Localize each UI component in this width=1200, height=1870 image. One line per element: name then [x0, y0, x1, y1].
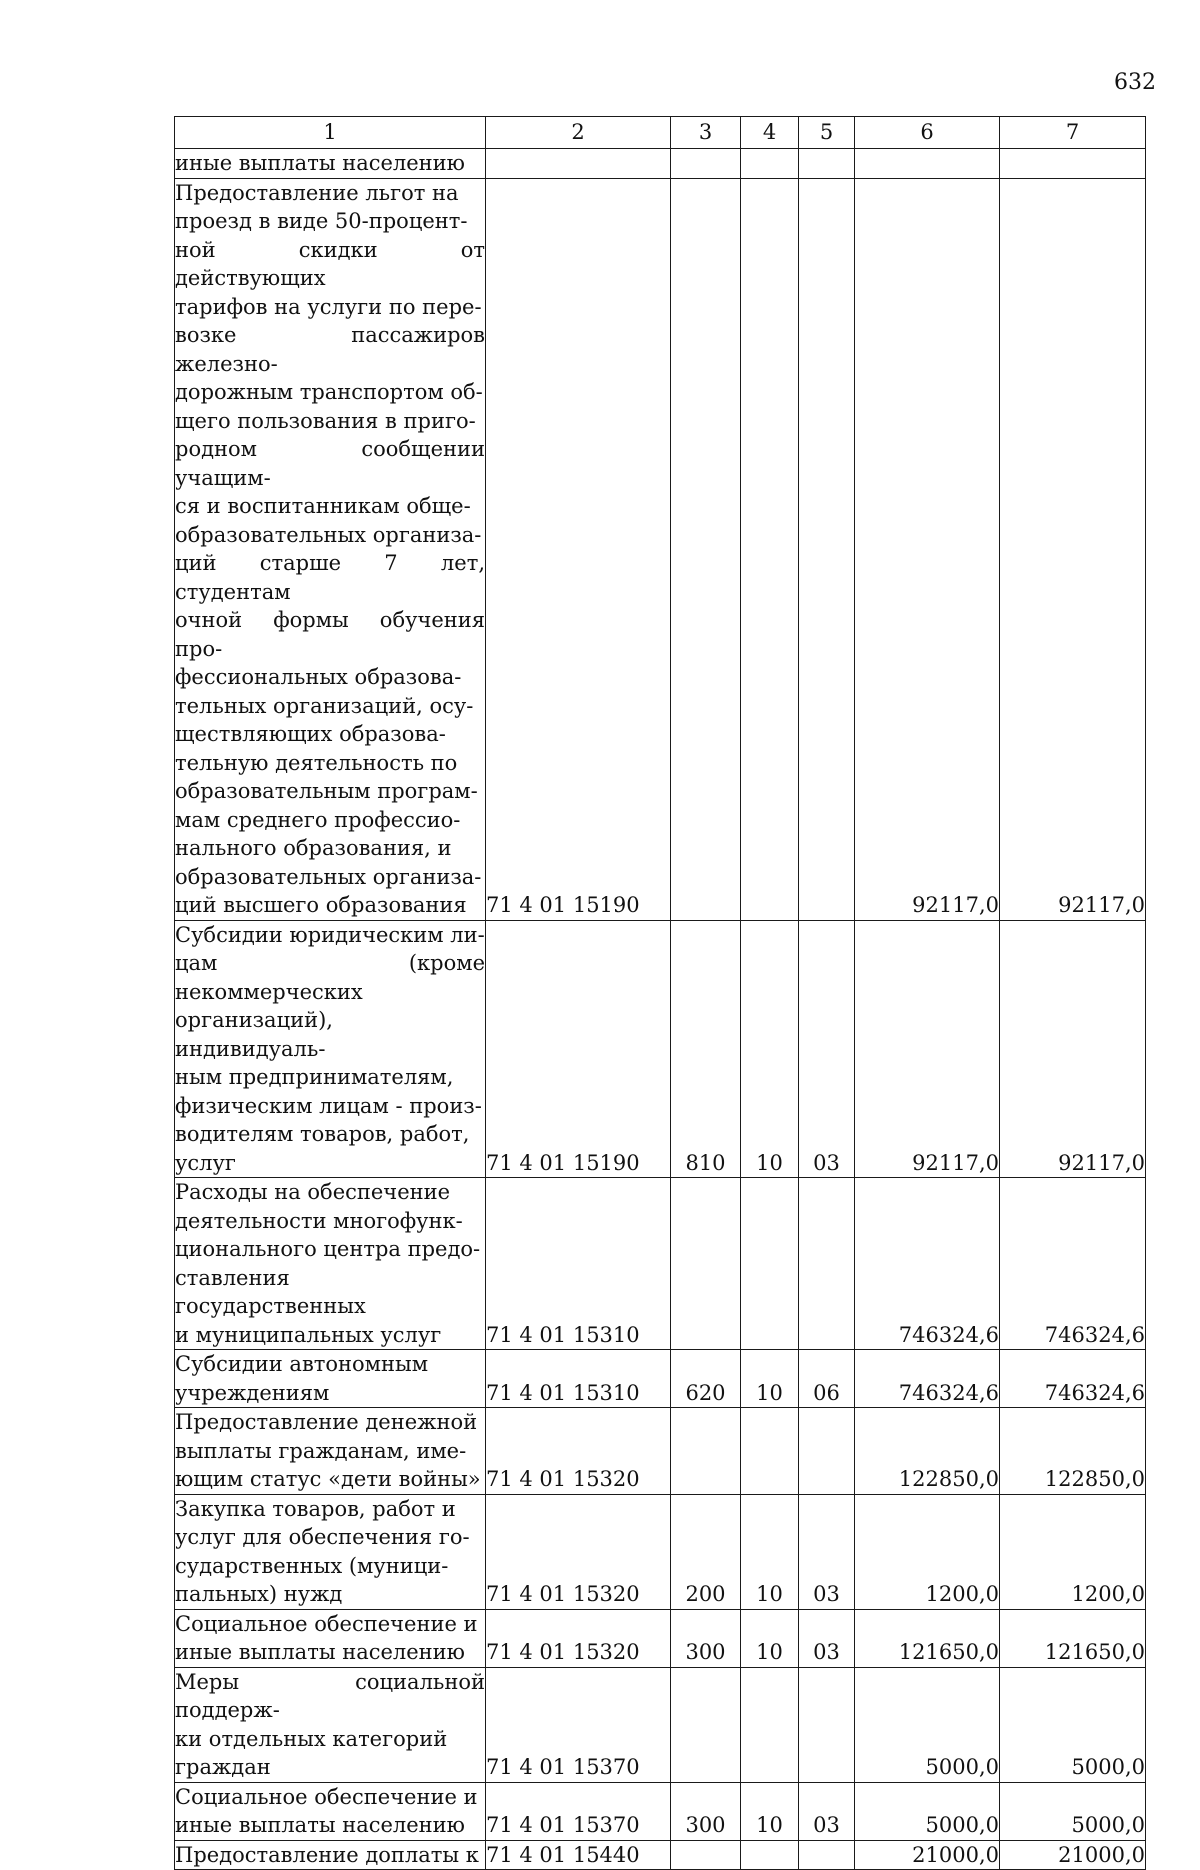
- expense-type-code: [671, 149, 741, 179]
- row-name-line: Социальное обеспечение и: [175, 1611, 478, 1636]
- expense-type-code: [671, 1178, 741, 1350]
- target-code: 71 4 01 15320: [486, 1408, 671, 1495]
- section-code: [741, 178, 799, 920]
- amount-approved: 746324,6: [855, 1178, 1000, 1350]
- row-name-line: деятельности многофунк-: [175, 1208, 463, 1233]
- amount-approved: 746324,6: [855, 1350, 1000, 1408]
- section-code: 10: [741, 1782, 799, 1840]
- amount-approved: 21000,0: [855, 1840, 1000, 1870]
- amount-final: 5000,0: [1000, 1782, 1146, 1840]
- target-code: [486, 149, 671, 179]
- section-code: [741, 1408, 799, 1495]
- table-row: [175, 178, 1146, 920]
- column-header: 2: [486, 117, 671, 149]
- row-name-line: организаций), индивидуаль-: [175, 1008, 333, 1061]
- table-row: [175, 1667, 1146, 1782]
- expense-type-code: 300: [671, 1782, 741, 1840]
- subsection-code: [799, 1408, 855, 1495]
- subsection-code: 03: [799, 1609, 855, 1667]
- section-code: [741, 1178, 799, 1350]
- table-row: [175, 1178, 1146, 1350]
- target-code: 71 4 01 15310: [486, 1350, 671, 1408]
- row-name-line: тельных организаций, осу-: [175, 693, 474, 718]
- row-name-line: услуг для обеспечения го-: [175, 1525, 470, 1549]
- target-code: 71 4 01 15320: [486, 1494, 671, 1609]
- subsection-code: 03: [799, 920, 855, 1178]
- row-name-line: проезд в виде 50-процент-: [175, 209, 468, 233]
- row-name: [175, 1494, 486, 1609]
- subsection-code: [799, 1667, 855, 1782]
- expense-type-code: 200: [671, 1494, 741, 1609]
- row-name-line: ций высшего образования: [175, 893, 467, 917]
- expense-type-code: [671, 1408, 741, 1495]
- row-name-line: иные выплаты населению: [175, 1640, 465, 1664]
- row-name: [175, 149, 486, 179]
- subsection-code: 03: [799, 1782, 855, 1840]
- table-body: [175, 149, 1146, 1870]
- expense-type-code: 810: [671, 920, 741, 1178]
- budget-table: [174, 116, 1146, 1870]
- row-name-line: Социальное обеспечение и: [175, 1784, 478, 1809]
- amount-final: 5000,0: [1000, 1667, 1146, 1782]
- table-row: [175, 1782, 1146, 1840]
- row-name-line: фессиональных образова-: [175, 665, 462, 689]
- amount-approved: 1200,0: [855, 1494, 1000, 1609]
- row-name-line: иные выплаты населению: [175, 151, 465, 175]
- row-name: [175, 1408, 486, 1495]
- amount-approved: 121650,0: [855, 1609, 1000, 1667]
- expense-type-code: [671, 178, 741, 920]
- row-name-line: тельную деятельность по: [175, 750, 458, 775]
- amount-final: 746324,6: [1000, 1178, 1146, 1350]
- row-name-line: иные выплаты населению: [175, 1813, 465, 1837]
- target-code: 71 4 01 15370: [486, 1667, 671, 1782]
- target-code: 71 4 01 15320: [486, 1609, 671, 1667]
- amount-final: 92117,0: [1000, 178, 1146, 920]
- row-name-line: пальных) нужд: [175, 1582, 343, 1606]
- row-name-line: водителям товаров, работ,: [175, 1122, 470, 1146]
- row-name-line: и муниципальных услуг: [175, 1322, 442, 1347]
- expense-type-code: 620: [671, 1350, 741, 1408]
- column-number-row: [175, 117, 1146, 149]
- section-code: 10: [741, 920, 799, 1178]
- amount-approved: 92117,0: [855, 920, 1000, 1178]
- row-name-line: щего пользования в приго-: [175, 408, 476, 433]
- row-name-line: ставления государственных: [175, 1265, 366, 1318]
- target-code: 71 4 01 15440: [486, 1840, 671, 1870]
- subsection-code: [799, 1840, 855, 1870]
- section-code: [741, 149, 799, 179]
- subsection-code: 03: [799, 1494, 855, 1609]
- row-name-line: услуг: [175, 1150, 236, 1175]
- row-name-line: Предоставление денежной: [175, 1410, 478, 1434]
- amount-final: [1000, 149, 1146, 179]
- amount-final: 121650,0: [1000, 1609, 1146, 1667]
- row-name: [175, 1350, 486, 1408]
- table-row: [175, 1350, 1146, 1408]
- target-code: 71 4 01 15370: [486, 1782, 671, 1840]
- row-name-line: нального образования, и: [175, 836, 452, 860]
- expense-type-code: [671, 1667, 741, 1782]
- row-name-line: ций старше 7 лет, студентам: [175, 551, 485, 604]
- amount-approved: [855, 149, 1000, 179]
- table-row: [175, 149, 1146, 179]
- row-name-line: учреждениям: [175, 1380, 330, 1405]
- row-name-line: сударственных (муници-: [175, 1553, 449, 1578]
- subsection-code: [799, 149, 855, 179]
- row-name: [175, 1178, 486, 1350]
- table-row: [175, 920, 1146, 1178]
- column-header: 3: [671, 117, 741, 149]
- amount-final: 21000,0: [1000, 1840, 1146, 1870]
- amount-approved: 5000,0: [855, 1667, 1000, 1782]
- column-header: 6: [855, 117, 1000, 149]
- row-name-line: мам среднего профессио-: [175, 807, 461, 832]
- amount-approved: 92117,0: [855, 178, 1000, 920]
- section-code: 10: [741, 1494, 799, 1609]
- table-row: [175, 1494, 1146, 1609]
- row-name-line: ционального центра предо-: [175, 1237, 481, 1261]
- section-code: [741, 1840, 799, 1870]
- expense-type-code: 300: [671, 1609, 741, 1667]
- row-name: [175, 1782, 486, 1840]
- target-code: 71 4 01 15190: [486, 178, 671, 920]
- row-name-line: выплаты гражданам, име-: [175, 1438, 467, 1463]
- row-name-line: ным предпринимателям,: [175, 1065, 454, 1089]
- row-name-line: ющим статус «дети войны»: [175, 1467, 481, 1491]
- row-name: [175, 1840, 486, 1870]
- row-name-line: Субсидии юридическим ли-: [175, 922, 485, 947]
- row-name-line: ной скидки от действующих: [175, 237, 485, 290]
- target-code: 71 4 01 15310: [486, 1178, 671, 1350]
- row-name-line: образовательным програм-: [175, 779, 478, 803]
- row-name-line: возке пассажиров железно-: [175, 323, 485, 376]
- target-code: 71 4 01 15190: [486, 920, 671, 1178]
- row-name-line: Предоставление доплаты к: [175, 1842, 479, 1867]
- table-row: [175, 1840, 1146, 1870]
- row-name-line: образовательных организа-: [175, 522, 482, 547]
- row-name-line: родном сообщении учащим-: [175, 437, 485, 490]
- amount-final: 1200,0: [1000, 1494, 1146, 1609]
- section-code: [741, 1667, 799, 1782]
- column-header: 1: [175, 117, 486, 149]
- row-name: [175, 920, 486, 1178]
- row-name: [175, 178, 486, 920]
- row-name-line: Меры социальной поддерж-: [175, 1669, 485, 1722]
- subsection-code: 06: [799, 1350, 855, 1408]
- column-header: 5: [799, 117, 855, 149]
- amount-final: 122850,0: [1000, 1408, 1146, 1495]
- amount-approved: 122850,0: [855, 1408, 1000, 1495]
- row-name-line: образовательных организа-: [175, 864, 482, 889]
- amount-approved: 5000,0: [855, 1782, 1000, 1840]
- subsection-code: [799, 1178, 855, 1350]
- subsection-code: [799, 178, 855, 920]
- row-name-line: ки отдельных категорий: [175, 1726, 448, 1751]
- row-name-line: дорожным транспортом об-: [175, 380, 483, 404]
- table-row: [175, 1609, 1146, 1667]
- page-number: 632: [1114, 70, 1156, 95]
- row-name-line: физическим лицам - произ-: [175, 1093, 482, 1118]
- row-name-line: Закупка товаров, работ и: [175, 1496, 456, 1521]
- row-name-line: ся и воспитанникам обще-: [175, 494, 471, 518]
- column-header: 4: [741, 117, 799, 149]
- section-code: 10: [741, 1350, 799, 1408]
- row-name-line: граждан: [175, 1755, 271, 1779]
- row-name-line: Предоставление льгот на: [175, 180, 459, 205]
- row-name-line: цам (кроме некоммерческих: [175, 951, 485, 1004]
- row-name-line: ществляющих образова-: [175, 722, 446, 746]
- expense-type-code: [671, 1840, 741, 1870]
- row-name: [175, 1609, 486, 1667]
- amount-final: 746324,6: [1000, 1350, 1146, 1408]
- amount-final: 92117,0: [1000, 920, 1146, 1178]
- row-name-line: очной формы обучения про-: [175, 608, 485, 661]
- section-code: 10: [741, 1609, 799, 1667]
- row-name-line: Субсидии автономным: [175, 1352, 429, 1376]
- table-row: [175, 1408, 1146, 1495]
- row-name-line: тарифов на услуги по пере-: [175, 294, 482, 319]
- row-name: [175, 1667, 486, 1782]
- column-header: 7: [1000, 117, 1146, 149]
- row-name-line: Расходы на обеспечение: [175, 1180, 451, 1204]
